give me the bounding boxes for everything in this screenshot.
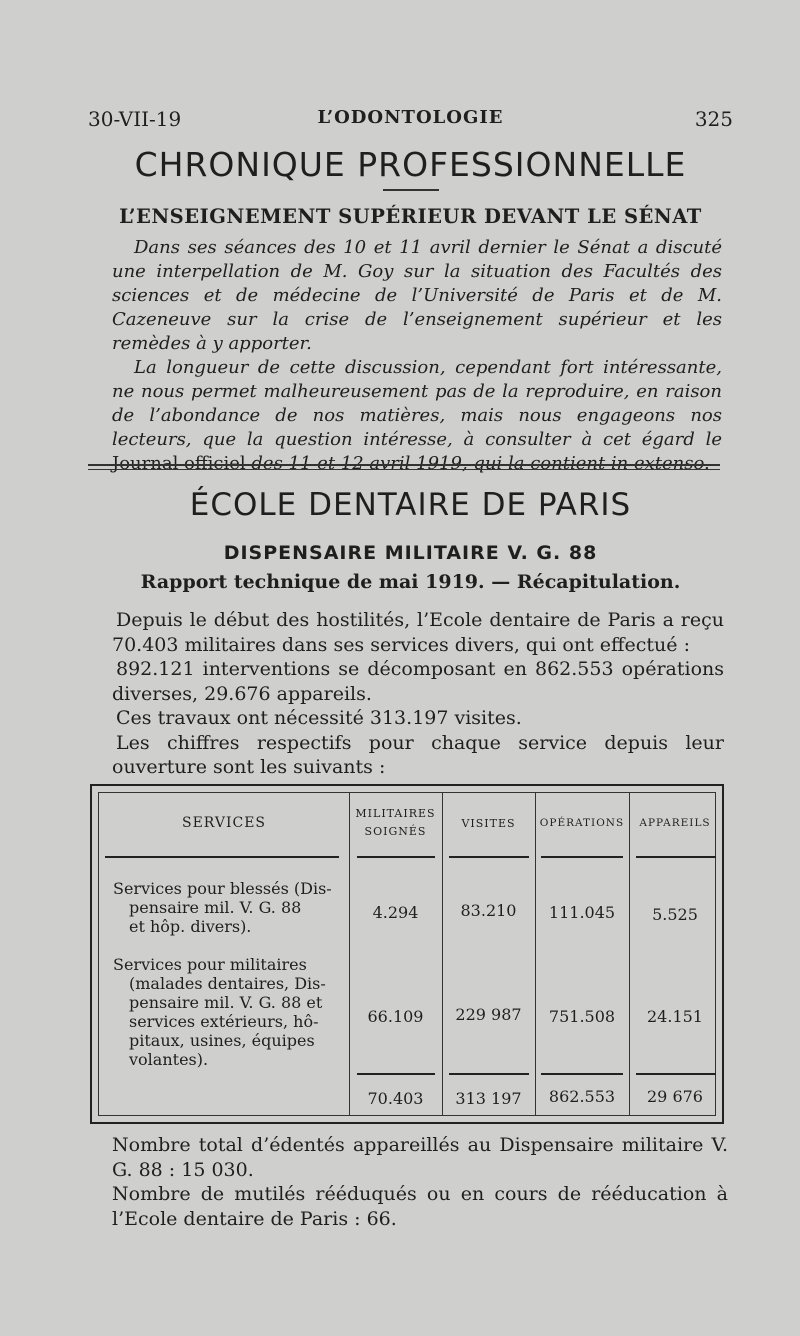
row1-visites: 83.210 [460, 901, 517, 920]
section1-paragraph-1: Dans ses séances des 10 et 11 avril dernier le Sénat a discuté une interpellation de M. Goy sur la situation des Facultés des sciences et de médecine de l’Université de Paris et de M. Cazeneuve sur la crise de l’enseignement supérieur et les remèdes à y apporter. [112, 237, 722, 354]
row2-service: Services pour militaires (malades dentaires, Dis- pensaire mil. V. G. 88 et services extérieurs, hô- pitaux, usines, équipes volantes). [113, 955, 326, 1069]
journal-officiel: Journal officiel [112, 453, 246, 474]
section2-body [112, 608, 724, 780]
row1-service: Services pour blessés (Dis- pensaire mil. V. G. 88 et hôp. divers). [113, 879, 332, 936]
header-services: SERVICES [181, 815, 266, 831]
header-militaires: MILITAIRES [355, 807, 436, 820]
header-rule [541, 856, 623, 858]
section2-paragraph-1: Depuis le début des hostilités, l’Ecole dentaire de Paris a reçu 70.403 militaires dans ses services divers, qui ont effectué : [112, 609, 724, 656]
section2-paragraph-4: Les chiffres respectifs pour chaque service depuis leur ouverture sont les suivants : [112, 731, 724, 778]
section2-paragraph-3: Ces travaux ont nécessité 313.197 visites. [116, 707, 522, 729]
section2-subheading: DISPENSAIRE MILITAIRE V. G. 88 [223, 542, 598, 564]
total-militaires: 70.403 [367, 1089, 424, 1108]
column-divider [442, 793, 443, 1115]
header-rule [449, 856, 529, 858]
divider-rule-bottom [88, 469, 720, 470]
header-rule [105, 856, 339, 858]
section2-heading: ÉCOLE DENTAIRE DE PARIS [189, 487, 632, 523]
row1-operations: 111.045 [548, 903, 616, 922]
totals-rule [541, 1073, 623, 1075]
totals-rule [636, 1073, 716, 1075]
header-date: 30-VII-19 [88, 107, 182, 131]
header-journal-title: L’ODONTOLOGIE [317, 107, 504, 128]
column-divider [629, 793, 630, 1115]
header-rule [357, 856, 435, 858]
header-operations: OPÉRATIONS [539, 817, 625, 829]
total-operations: 862.553 [548, 1087, 616, 1106]
section2-paragraph-2: 892.121 interventions se décomposant en 862.553 opérations diverses, 29.676 appareils. [112, 658, 724, 705]
totals-rule [449, 1073, 529, 1075]
header-soignes: SOIGNÉS [364, 825, 427, 838]
column-divider [535, 793, 536, 1115]
section1-paragraph-2: La longueur de cette discussion, cependant fort intéressante, ne nous permet malheureusement pas de la reproduire, en raison de l’abondance de nos matières, mais nous engageons nos lecteurs, que la question intéresse, à consulter à cet égard le Journal officiel des 11 et 12 avril 1919, qui la contient in extenso. [112, 357, 722, 474]
statistics-table [90, 784, 724, 1124]
row1-militaires: 4.294 [372, 903, 419, 922]
total-visites: 313 197 [455, 1089, 522, 1108]
table-inner-frame [98, 792, 716, 1116]
row1-appareils: 5.525 [652, 905, 698, 924]
section2-report-title: Rapport technique de mai 1919. — Récapitulation. [140, 571, 681, 593]
total-appareils: 29 676 [647, 1087, 703, 1106]
footer-notes [112, 1133, 728, 1231]
page-number: 325 [694, 107, 733, 131]
column-divider [349, 793, 350, 1115]
totals-rule [357, 1073, 435, 1075]
row2-militaires: 66.109 [367, 1007, 424, 1026]
header-visites: VISITES [461, 817, 516, 830]
footer-paragraph-1: Nombre total d’édentés appareillés au Dispensaire militaire V. G. 88 : 15 030. [112, 1134, 728, 1181]
divider-rule-top [88, 464, 720, 466]
row2-appareils: 24.151 [647, 1007, 703, 1026]
row2-operations: 751.508 [548, 1007, 616, 1026]
title-rule [383, 189, 439, 191]
header-appareils: APPAREILS [639, 817, 711, 829]
row2-visites: 229 987 [455, 1005, 522, 1024]
header-rule [636, 856, 716, 858]
footer-paragraph-2: Nombre de mutilés rééduqués ou en cours de rééducation à l’Ecole dentaire de Paris : 66. [112, 1183, 728, 1230]
section1-heading: L’ENSEIGNEMENT SUPÉRIEUR DEVANT LE SÉNAT [119, 205, 702, 228]
section1-body [112, 236, 722, 476]
page-title: CHRONIQUE PROFESSIONNELLE [134, 145, 687, 184]
